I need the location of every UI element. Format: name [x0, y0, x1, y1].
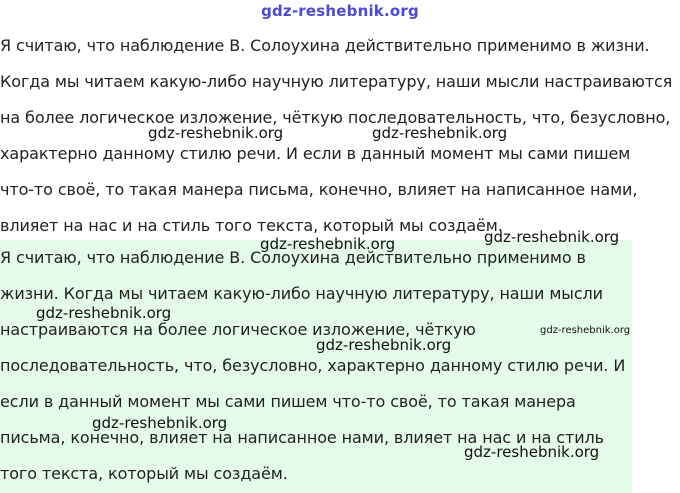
- watermark: gdz-reshebnik.org: [372, 124, 508, 142]
- text-line: что-то своё, то такая манера письма, конечно, влияет на написанное нами,: [0, 180, 638, 199]
- text-line: жизни. Когда мы читаем какую-либо научную литературу, наши мысли: [0, 284, 603, 303]
- text-line: Когда мы читаем какую-либо научную литературу, наши мысли настраиваются: [0, 72, 673, 91]
- watermark: gdz-reshebnik.org: [464, 443, 600, 461]
- watermark: gdz-reshebnik.org: [484, 228, 620, 246]
- watermark: gdz-reshebnik.org: [92, 414, 228, 432]
- text-line: последовательность, что, безусловно, характерно данному стилю речи. И: [0, 356, 626, 375]
- text-line: настраиваются на более логическое изложение, чёткую: [0, 320, 476, 339]
- text-line: характерно данному стилю речи. И если в данный момент мы сами пишем: [0, 144, 631, 163]
- paragraph-original: [0, 28, 678, 244]
- header-watermark: gdz-reshebnik.org: [261, 2, 419, 20]
- text-line: влияет на нас и на стиль того текста, который мы создаём.: [0, 216, 503, 235]
- watermark: gdz-reshebnik.org: [36, 304, 172, 322]
- text-line: письма, конечно, влияет на написанное нами, влияет на нас и на стиль: [0, 428, 604, 447]
- text-line: того текста, который мы создаём.: [0, 464, 288, 483]
- watermark: gdz-reshebnik.org: [260, 235, 396, 253]
- text-line: на более логическое изложение, чёткую последовательность, что, безусловно,: [0, 108, 671, 127]
- text-line: Я считаю, что наблюдение В. Солоухина действительно применимо в жизни.: [0, 36, 650, 55]
- watermark: gdz-reshebnik.org: [316, 336, 452, 354]
- text-line: если в данный момент мы сами пишем что-то своё, то такая манера: [0, 392, 576, 411]
- watermark: gdz-reshebnik.org: [540, 325, 631, 336]
- watermark: gdz-reshebnik.org: [148, 124, 284, 142]
- text-line: Я считаю, что наблюдение В. Солоухина действительно применимо в: [0, 248, 586, 267]
